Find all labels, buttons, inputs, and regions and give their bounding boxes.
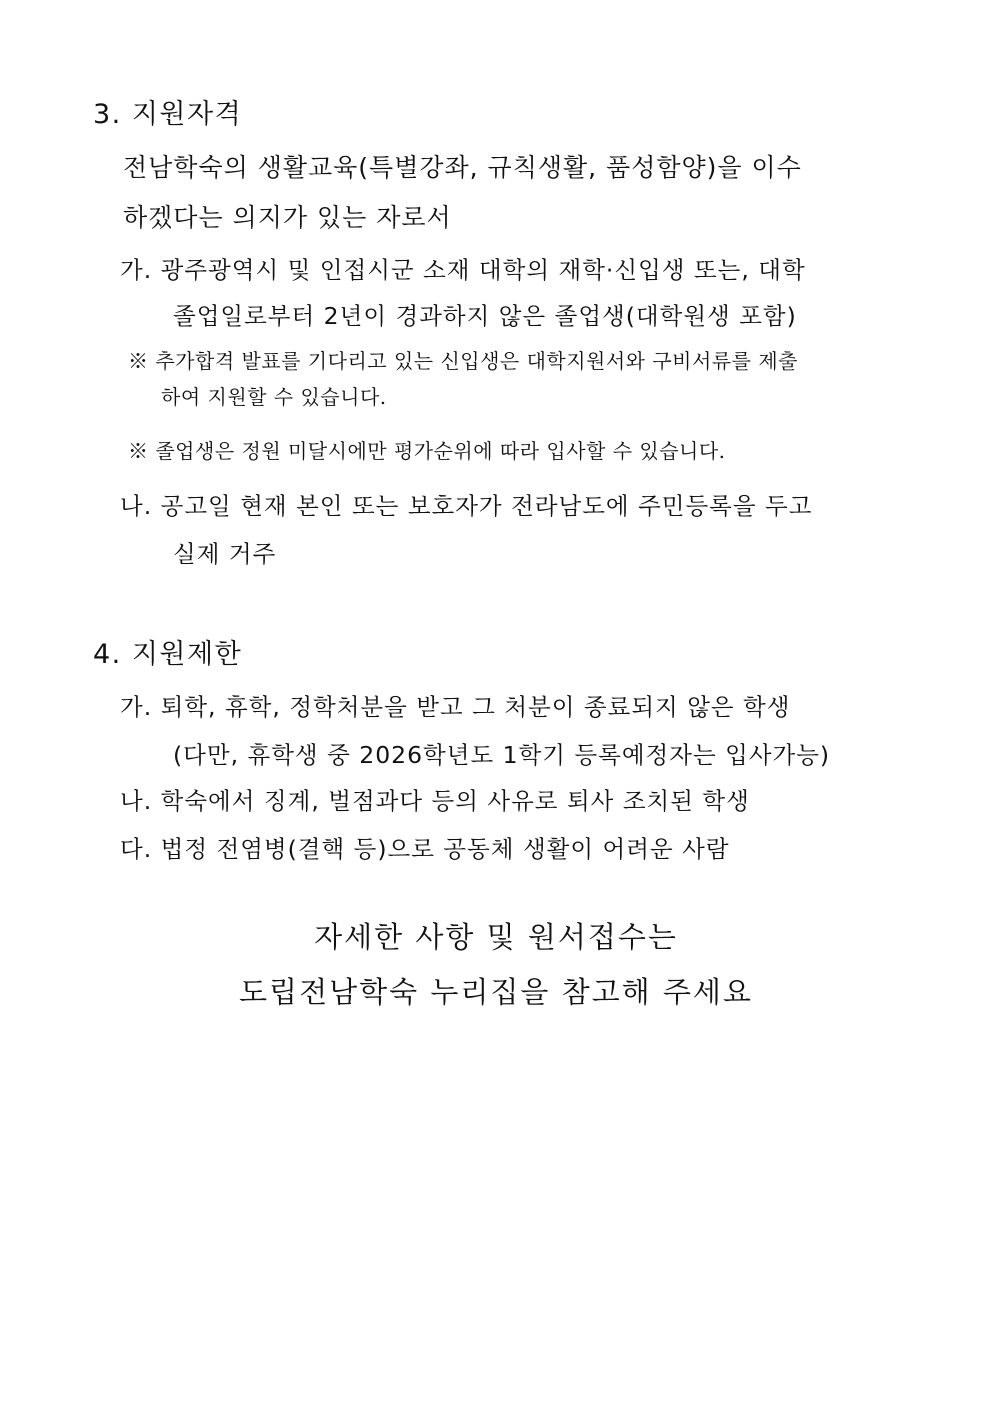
section3-intro-line2: 하겠다는 의지가 있는 자로서 (123, 203, 452, 232)
section4-item-ga-line2: (다만, 휴학생 중 2026학년도 1학기 등록예정자는 입사가능) (173, 741, 831, 769)
section4-item-da: 다. 법정 전염병(결핵 등)으로 공동체 생활이 어려운 사람 (120, 835, 730, 863)
section3-item-ga-line2: 졸업일로부터 2년이 경과하지 않은 졸업생(대학원생 포함) (173, 302, 797, 330)
section3-heading: 3. 지원자격 (93, 99, 243, 130)
section4-item-ga-line1: 가. 퇴학, 휴학, 정학처분을 받고 그 처분이 종료되지 않은 학생 (120, 693, 791, 721)
section3-item-na-line1: 나. 공고일 현재 본인 또는 보호자가 전라남도에 주민등록을 두고 (120, 492, 813, 520)
section4-heading: 4. 지원제한 (93, 639, 243, 670)
section4-item-na: 나. 학숙에서 징계, 벌점과다 등의 사유로 퇴사 조치된 학생 (120, 787, 750, 815)
section3-item-ga-line1: 가. 광주광역시 및 인접시군 소재 대학의 재학·신입생 또는, 대학 (120, 256, 806, 284)
section3-item-na-line2: 실제 거주 (173, 540, 277, 568)
section3-intro-line1: 전남학숙의 생활교육(특별강좌, 규칙생활, 품성함양)을 이수 (123, 153, 802, 182)
section3-note1-line2: 하여 지원할 수 있습니다. (161, 385, 387, 409)
closing-line2: 도립전남학숙 누리집을 참고해 주세요 (239, 975, 753, 1009)
section3-note1-line1: ※ 추가합격 발표를 기다리고 있는 신입생은 대학지원서와 구비서류를 제출 (128, 349, 798, 373)
closing-line1: 자세한 사항 및 원서접수는 (314, 920, 678, 954)
section3-note2: ※ 졸업생은 정원 미달시에만 평가순위에 따라 입사할 수 있습니다. (128, 439, 726, 463)
